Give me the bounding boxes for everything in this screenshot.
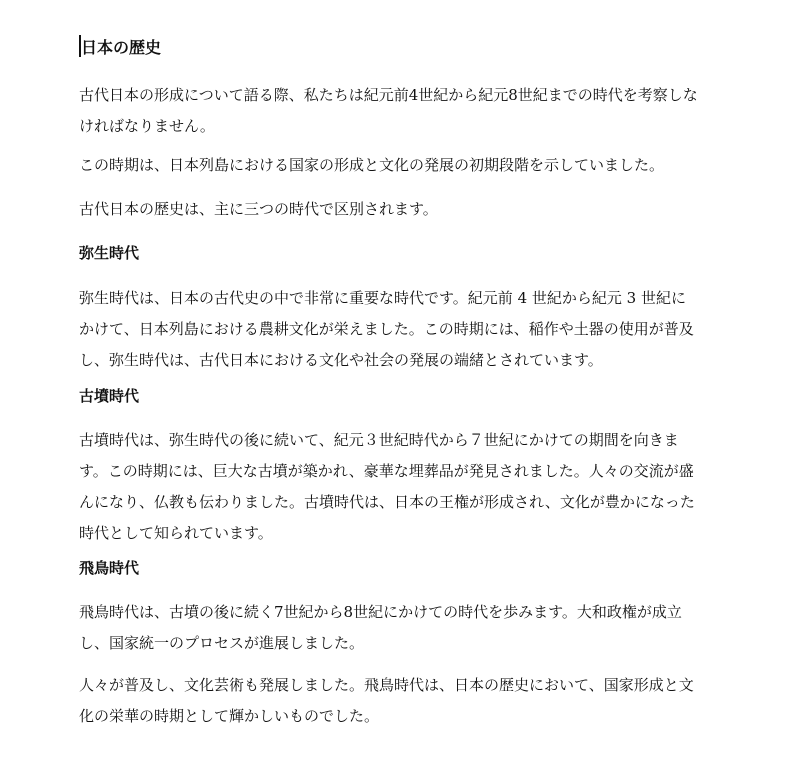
paragraph-asuka[interactable] bbox=[79, 597, 739, 659]
paragraph-line: し、弥生時代は、古代日本における文化や社会の発展の端緒とされています。 bbox=[79, 351, 603, 369]
paragraph-line: 弥生時代は、日本の古代史の中で非常に重要な時代です。紀元前 4 世紀から紀元 3 世紀に bbox=[79, 289, 686, 307]
paragraph-line: 飛鳥時代は、古墳の後に続く7世紀から8世紀にかけての時代を歩みます。大和政権が成立 bbox=[79, 603, 682, 621]
paragraph-line: 化の栄華の時期として輝かしいものでした。 bbox=[79, 707, 380, 725]
paragraph-line: し、国家統一のプロセスが進展しました。 bbox=[79, 634, 365, 652]
intro-paragraph[interactable] bbox=[79, 80, 739, 142]
paragraph-line: 時代として知られています。 bbox=[79, 524, 273, 542]
paragraph-line: 古代日本の歴史は、主に三つの時代で区別されます。 bbox=[79, 200, 438, 218]
paragraph-line: んになり、仏教も伝わりました。古墳時代は、日本の王権が形成され、文化が豊かになった bbox=[79, 493, 695, 511]
paragraph-line: 人々が普及し、文化芸術も発展しました。飛鳥時代は、日本の歴史において、国家形成と文 bbox=[79, 676, 694, 694]
paragraph-asuka-culture[interactable] bbox=[79, 670, 739, 732]
document-title bbox=[79, 35, 161, 60]
paragraph-line: ければなりません。 bbox=[79, 117, 215, 135]
paragraph-three-eras[interactable] bbox=[79, 194, 739, 225]
paragraph-line: す。この時期には、巨大な古墳が築かれ、豪華な埋葬品が発見されました。人々の交流が盛 bbox=[79, 462, 694, 480]
paragraph-period-overview[interactable] bbox=[79, 150, 739, 181]
paragraph-line: かけて、日本列島における農耕文化が栄えました。この時期には、稲作や土器の使用が普及 bbox=[79, 320, 694, 338]
paragraph-line: 古代日本の形成について語る際、私たちは紀元前4世紀から紀元8世紀までの時代を考察しな bbox=[79, 86, 698, 104]
paragraph-kofun[interactable] bbox=[79, 425, 739, 549]
document-title-text[interactable]: 日本の歴史 bbox=[81, 38, 162, 57]
section-heading-yayoi[interactable]: 弥生時代 bbox=[79, 244, 140, 262]
section-heading-asuka[interactable]: 飛鳥時代 bbox=[79, 559, 140, 577]
section-heading-kofun[interactable]: 古墳時代 bbox=[79, 387, 140, 405]
paragraph-line: この時期は、日本列島における国家の形成と文化の発展の初期段階を示していました。 bbox=[79, 156, 665, 174]
paragraph-yayoi[interactable] bbox=[79, 283, 739, 376]
paragraph-line: 古墳時代は、弥生時代の後に続いて、紀元３世紀時代から７世紀にかけての期間を向きま bbox=[79, 431, 679, 449]
